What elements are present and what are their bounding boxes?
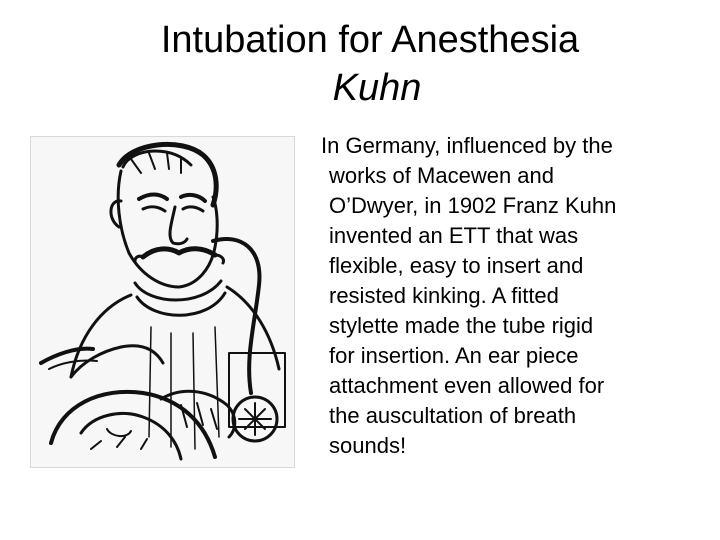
body-paragraph [316, 131, 696, 461]
body-line: invented an ETT that was [329, 223, 579, 248]
body-line: In Germany, influenced by the [321, 133, 613, 158]
slide-title: Intubation for Anesthesia [160, 19, 580, 61]
slide-subtitle: Kuhn [332, 67, 422, 109]
body-line: sounds! [329, 433, 407, 458]
body-line: for insertion. An ear piece [329, 343, 579, 368]
body-line: resisted kinking. A fitted [329, 283, 559, 308]
title-block [0, 16, 720, 112]
sketch-portrait-illustration [30, 136, 295, 468]
body-line: stylette made the tube rigid [329, 313, 594, 338]
sketch-illustration-svg [31, 137, 295, 468]
body-line: attachment even allowed for [329, 373, 605, 398]
body-line: flexible, easy to insert and [329, 253, 584, 278]
body-line: O’Dwyer, in 1902 Franz Kuhn [329, 193, 617, 218]
body-line: works of Macewen and [329, 163, 554, 188]
body-line: the auscultation of breath [329, 403, 577, 428]
